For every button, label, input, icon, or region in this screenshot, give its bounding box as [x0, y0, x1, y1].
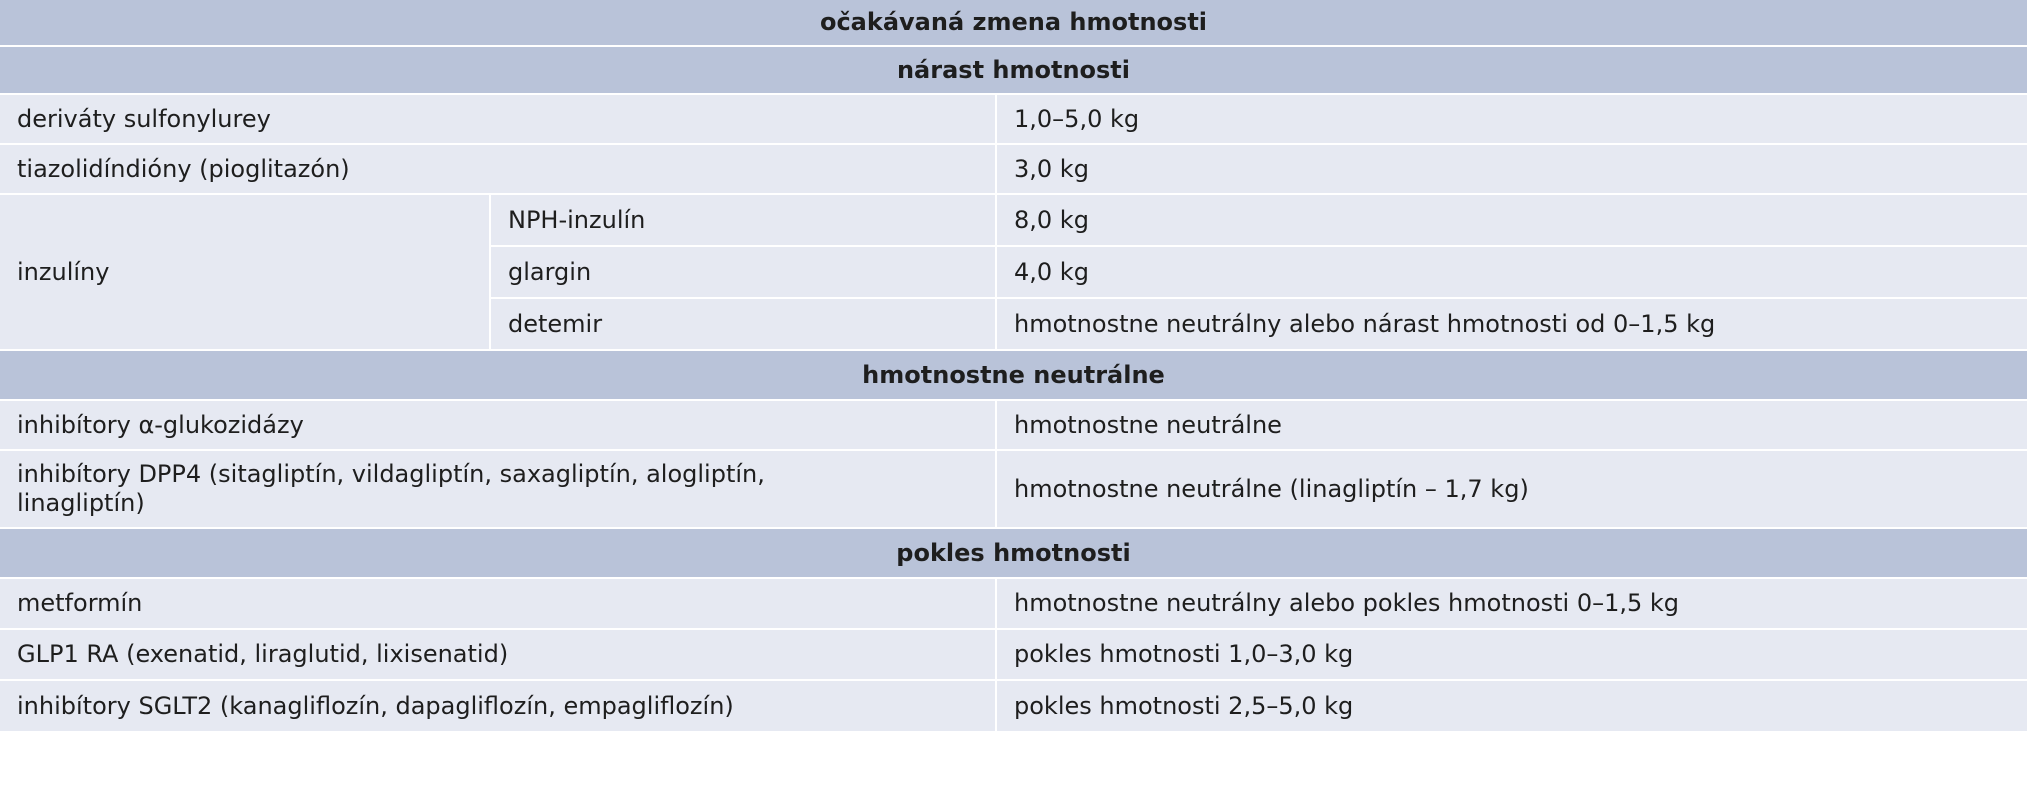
table-title: očakávaná zmena hmotnosti [0, 0, 2027, 46]
section-heading-row [0, 528, 2027, 578]
table-title-row [0, 0, 2027, 46]
drug-cell: deriváty sulfonylurey [0, 94, 996, 144]
insulin-type-cell: detemir [490, 298, 996, 350]
change-cell: 1,0–5,0 kg [996, 94, 2027, 144]
drug-cell: inzulíny [0, 194, 490, 350]
table-row [0, 680, 2027, 731]
drug-cell [0, 450, 996, 528]
change-cell: hmotnostne neutrálny alebo nárast hmotnosti od 0–1,5 kg [996, 298, 2027, 350]
table-row [0, 400, 2027, 450]
drug-cell: tiazolidíndióny (pioglitazón) [0, 144, 996, 194]
section-heading: hmotnostne neutrálne [0, 350, 2027, 400]
table-row [0, 578, 2027, 629]
change-cell: pokles hmotnosti 2,5–5,0 kg [996, 680, 2027, 731]
insulin-type-cell: glargin [490, 246, 996, 298]
table-row [0, 450, 2027, 528]
drug-cell: metformín [0, 578, 996, 629]
change-cell: 8,0 kg [996, 194, 2027, 246]
change-cell: hmotnostne neutrálne (linagliptín – 1,7 kg) [996, 450, 2027, 528]
drug-cell-line: linagliptín) [17, 489, 145, 517]
drug-cell: inhibítory α-glukozidázy [0, 400, 996, 450]
drug-cell: inhibítory SGLT2 (kanagliflozín, dapagliflozín, empagliflozín) [0, 680, 996, 731]
table-row [0, 94, 2027, 144]
section-heading: nárast hmotnosti [0, 46, 2027, 94]
change-cell: 3,0 kg [996, 144, 2027, 194]
change-cell: 4,0 kg [996, 246, 2027, 298]
change-cell: pokles hmotnosti 1,0–3,0 kg [996, 629, 2027, 680]
table-row [0, 144, 2027, 194]
table-row [0, 194, 2027, 246]
section-heading-row [0, 46, 2027, 94]
table-row [0, 629, 2027, 680]
section-heading: pokles hmotnosti [0, 528, 2027, 578]
section-heading-row [0, 350, 2027, 400]
change-cell: hmotnostne neutrálny alebo pokles hmotnosti 0–1,5 kg [996, 578, 2027, 629]
insulin-type-cell: NPH-inzulín [490, 194, 996, 246]
change-cell: hmotnostne neutrálne [996, 400, 2027, 450]
drug-cell: GLP1 RA (exenatid, liraglutid, lixisenatid) [0, 629, 996, 680]
drug-cell-line: inhibítory DPP4 (sitagliptín, vildagliptín, saxagliptín, alogliptín, [17, 460, 765, 488]
